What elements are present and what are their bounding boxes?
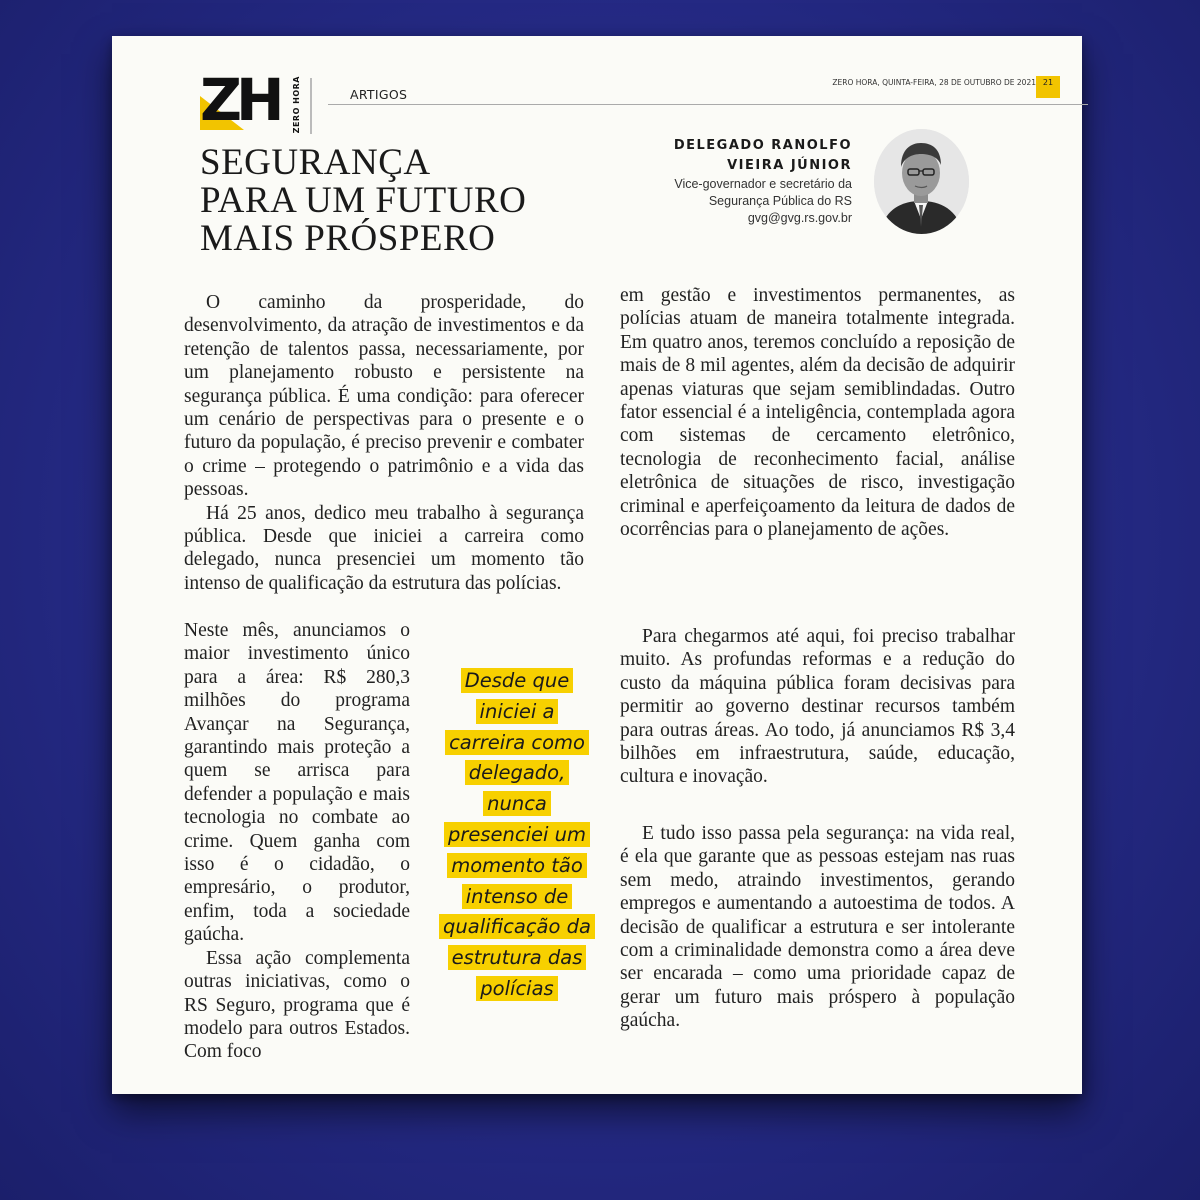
- pull-quote-line: iniciei a: [476, 699, 559, 724]
- pull-quote-line: carreira como: [445, 730, 589, 755]
- author-email: gvg@gvg.rs.gov.br: [747, 211, 852, 225]
- portrait-image: [874, 129, 969, 234]
- pull-quote-line: presenciei um: [444, 822, 590, 847]
- article-column-1: [184, 291, 584, 595]
- author-role: Segurança Pública do RS: [708, 194, 852, 208]
- paragraph: em gestão e investimentos permanentes, as polícias atuam de maneira totalmente integrada. Em quatro anos, teremos concluído a reposição de mais de 8 mil agentes, além da decisão de adquirir apenas viaturas que sejam semiblindadas. Outro fator essencial é a inteligência, contemplada agora com sistemas de cercamento eletrônico, tecnologia de reconhecimento facial, análise eletrônica de situações de risco, investigação criminal e aperfeiçoamento da leitura de dados de ocorrências para o planejamento de ações.: [620, 285, 1015, 541]
- dateline: ZERO HORA, QUINTA-FEIRA, 28 DE OUTUBRO DE 2021: [832, 78, 1036, 87]
- pull-quote-line: nunca: [483, 791, 551, 816]
- headline-line: SEGURANÇA: [200, 142, 431, 183]
- section-label: ARTIGOS: [350, 87, 408, 102]
- article-column-2-middle: [620, 625, 1015, 789]
- headline-line: PARA UM FUTURO: [200, 180, 527, 221]
- logo-side-text: ZERO HORA: [292, 76, 301, 134]
- pull-quote-line: momento tão: [447, 853, 587, 878]
- article-column-2-bottom: [620, 822, 1015, 1033]
- pull-quote-line: estrutura das: [448, 945, 587, 970]
- paragraph: O caminho da prosperidade, do desenvolvimento, da atração de investimentos e da retenção de talentos passa, necessariamente, por um planejamento robusto e persistente na segurança pública. É uma condição: para oferecer um cenário de perspectivas para o presente e o futuro da população, é preciso prevenir e combater o crime – protegendo o patrimônio e a vida das pessoas.: [184, 292, 584, 501]
- pull-quote-line: Desde que: [461, 668, 573, 693]
- author-name: VIEIRA JÚNIOR: [727, 158, 852, 173]
- pull-quote-line: intenso de: [462, 884, 572, 909]
- author-name: DELEGADO RANOLFO: [673, 138, 852, 153]
- article-column-2: [620, 284, 1015, 541]
- paragraph: Essa ação complementa outras iniciativas, como o RS Seguro, programa que é modelo para outros Estados. Com foco: [184, 947, 410, 1063]
- article-headline: [200, 144, 620, 258]
- author-role: Vice-governador e secretário da: [674, 177, 852, 191]
- paragraph: Neste mês, anunciamos o maior investimento único para a área: R$ 280,3 milhões do programa Avançar na Segurança, garantindo mais proteção a quem se arrisca para defender a população e mais tecnologia no combate ao crime. Quem ganha com isso é o cidadão, o empresário, o produtor, enfim, toda a sociedade gaúcha.: [184, 620, 410, 946]
- paragraph: Há 25 anos, dedico meu trabalho à segurança pública. Desde que iniciei a carreira como delegado, nunca presenciei um momento tão intenso de qualificação da estrutura das polícias.: [184, 502, 584, 594]
- pull-quote-line: delegado,: [465, 760, 570, 785]
- paragraph: E tudo isso passa pela segurança: na vida real, é ela que garante que as pessoas estejam nas ruas sem medo, atraindo investimentos, gerando empregos e aumentando a autoestima de todos. A decisão de qualificar a estrutura e ser intolerante com a criminalidade demonstra como a área deve ser encarada – como uma prioridade capaz de gerar um futuro mais próspero à população gaúcha.: [620, 823, 1015, 1032]
- author-photo: [874, 129, 969, 234]
- article-column-1-narrow: [184, 619, 410, 1064]
- pull-quote: [424, 666, 610, 1005]
- paragraph: Para chegarmos até aqui, foi preciso trabalhar muito. As profundas reformas e a redução do custo da máquina pública foram decisivas para permitir ao governo destinar recursos também para outras áreas. Ao todo, já anunciamos R$ 3,4 bilhões em infraestrutura, saúde, educação, cultura e inovação.: [620, 626, 1015, 788]
- page-number: 21: [1036, 76, 1060, 98]
- zero-hora-logo: [200, 66, 306, 134]
- author-byline: [582, 136, 852, 227]
- headline-line: MAIS PRÓSPERO: [200, 218, 496, 259]
- header-rule: [328, 104, 1088, 105]
- pull-quote-line: qualificação da: [439, 914, 595, 939]
- newspaper-page: [112, 36, 1082, 1094]
- section-divider: [310, 78, 312, 134]
- logo-letters: ZH: [200, 66, 279, 134]
- pull-quote-line: polícias: [476, 976, 557, 1001]
